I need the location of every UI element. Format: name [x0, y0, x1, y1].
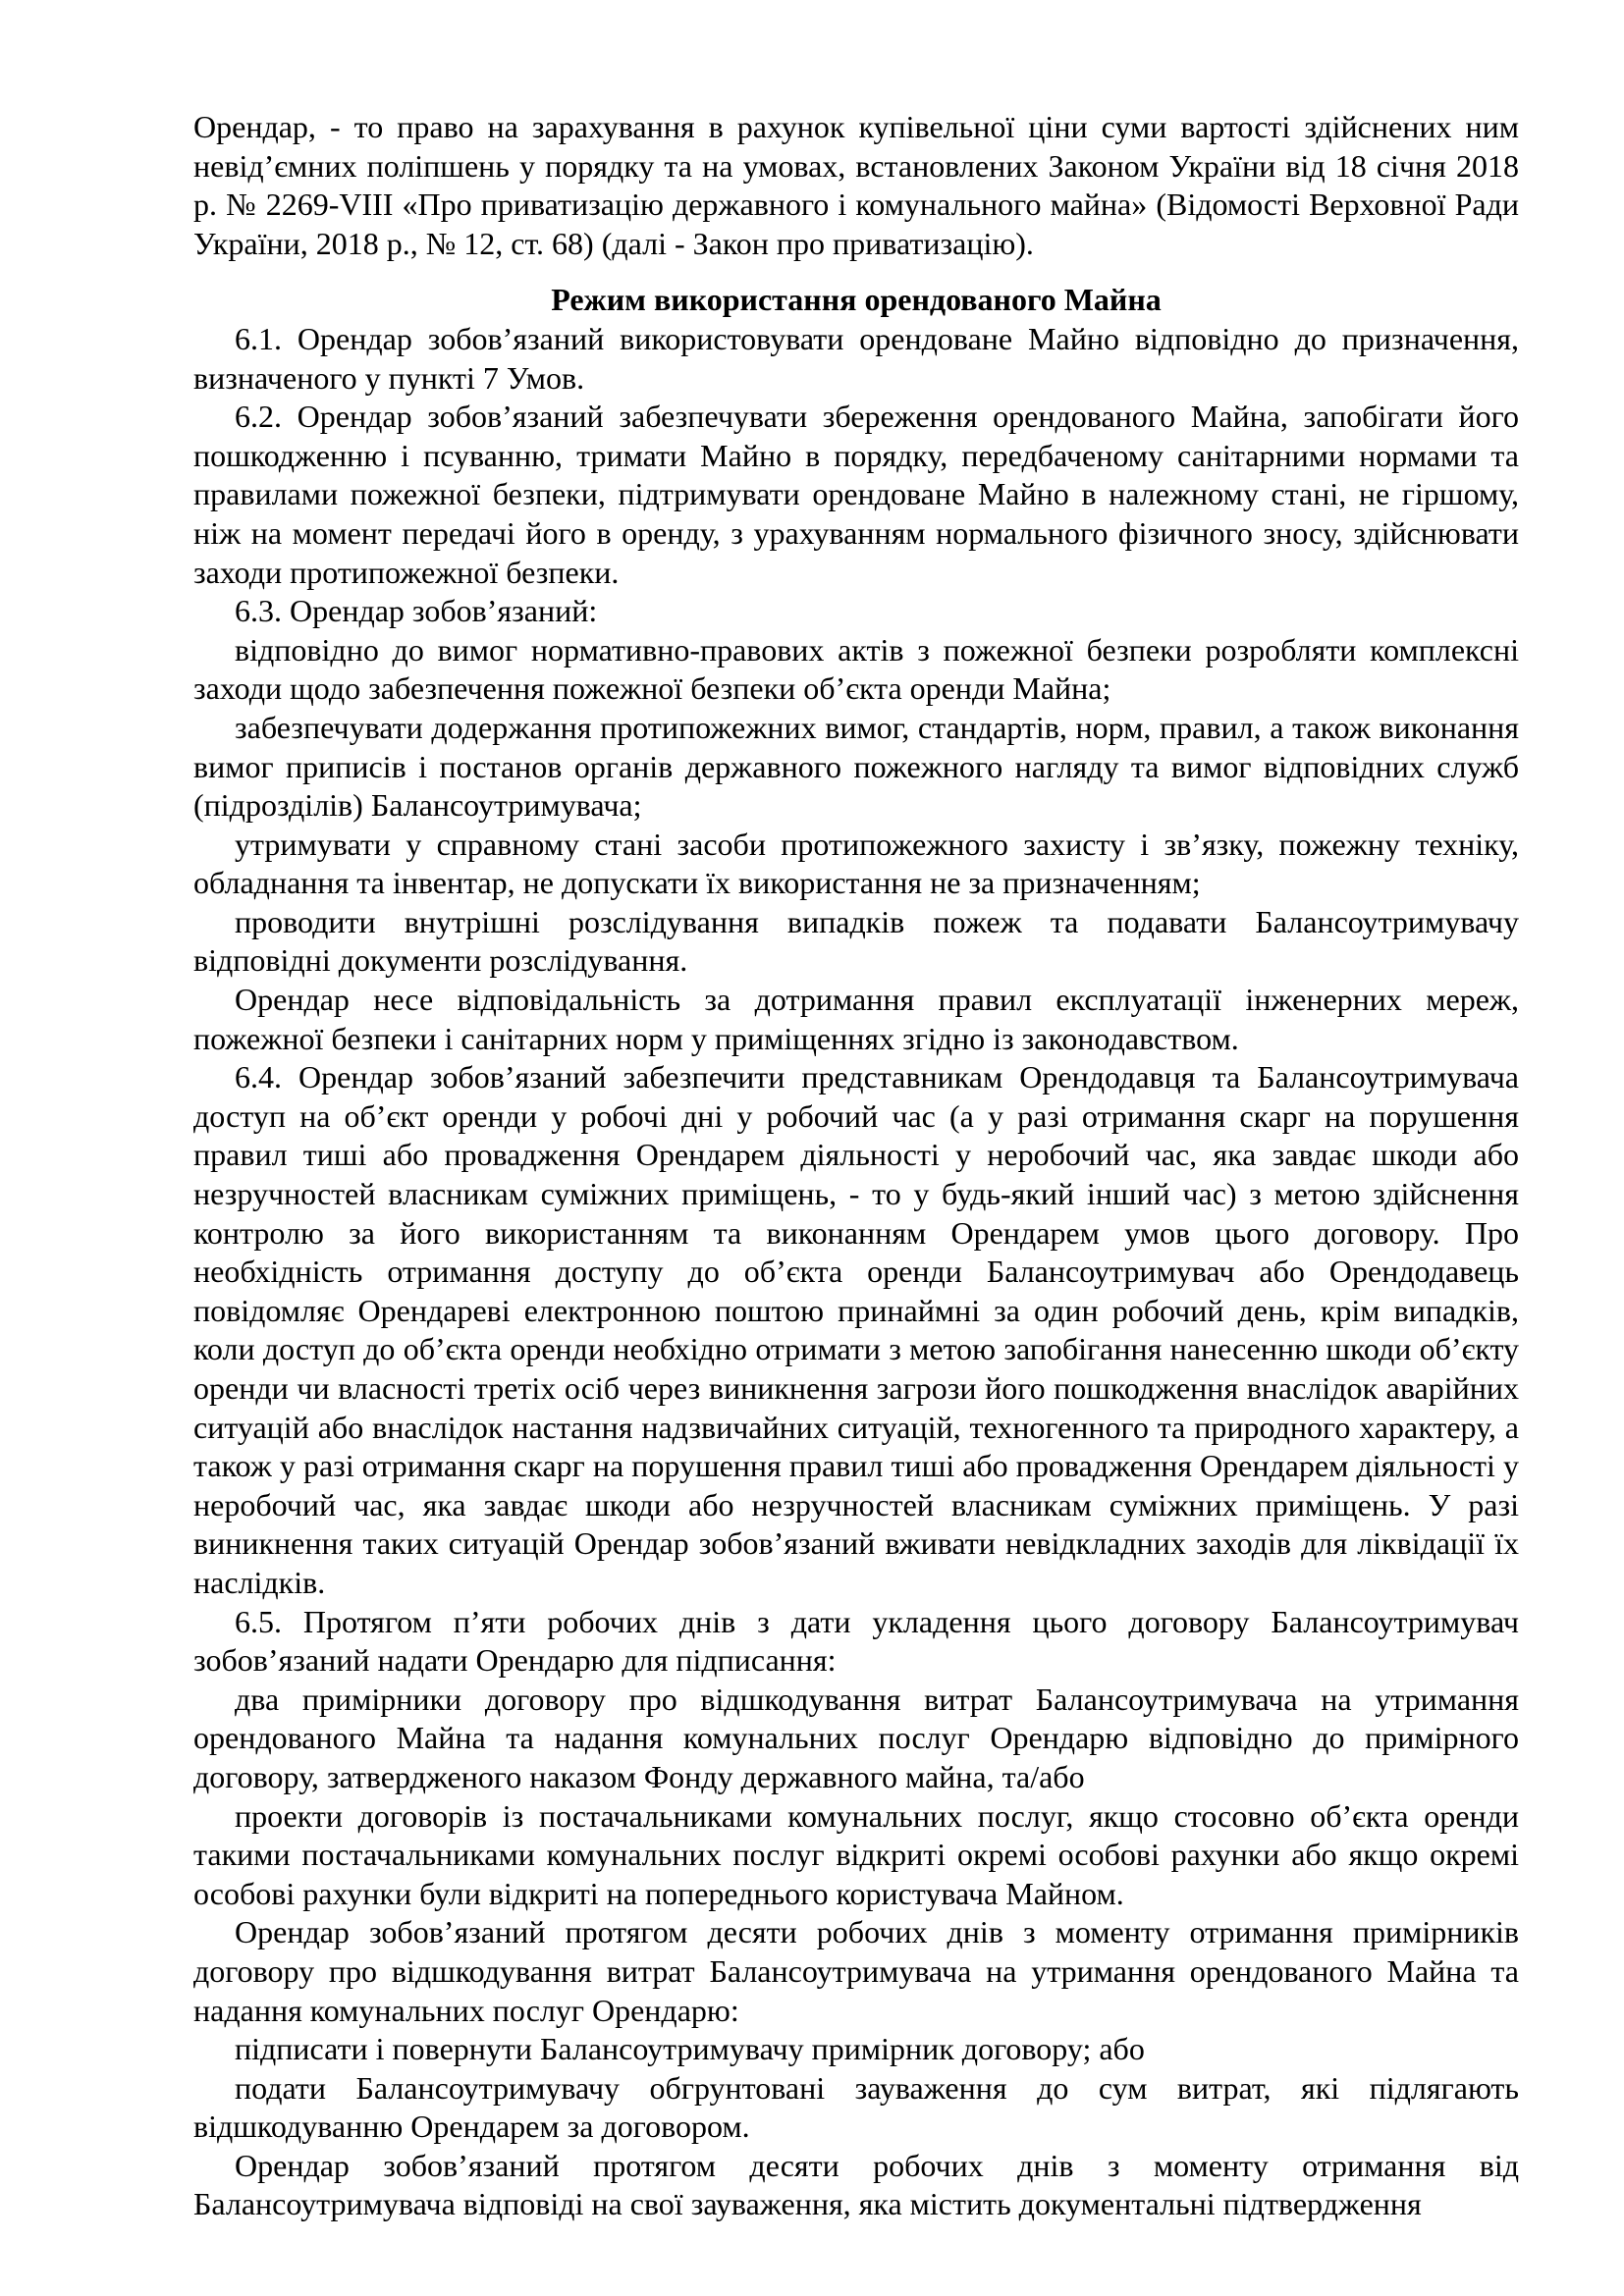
paragraph-response: Орендар зобов’язаний протягом десяти робочих днів з моменту отримання від Балансоутримувача відповіді на свої зауваження, яка містить документальні підтвердження: [193, 2147, 1519, 2222]
intro-paragraph: Орендар, - то право на зарахування в рахунок купівельної ціни суми вартості здійснених ним невід’ємних поліпшень у порядку та на умовах, встановлених Законом України від 18 січня 2018 р. № 2269-VIII «Про приватизацію державного і комунального майна» (Відомості Верховної Ради України, 2018 р., № 12, ст. 68) (далі - Закон про приватизацію).: [193, 109, 1519, 261]
list-item-fire-measures: відповідно до вимог нормативно-правових актів з пожежної безпеки розробляти комплексні заходи щодо забезпечення пожежної безпеки об’єкта оренди Майна;: [193, 631, 1519, 707]
list-item-fire-equipment: утримувати у справному стані засоби протипожежного захисту і зв’язку, пожежну техніку, обладнання та інвентар, не допускати їх використання не за призначенням;: [193, 826, 1519, 901]
list-item-remarks: подати Балансоутримувачу обгрунтовані зауваження до сум витрат, які підлягають відшкодуванню Орендарем за договором.: [193, 2069, 1519, 2145]
document-page: [193, 108, 1519, 2224]
paragraph-6-1: 6.1. Орендар зобов’язаний використовувати орендоване Майно відповідно до призначення, визначеного у пункті 7 Умов.: [193, 320, 1519, 396]
list-item-sign-return: підписати і повернути Балансоутримувачу примірник договору; або: [235, 2031, 1145, 2067]
paragraph-6-3: 6.3. Орендар зобов’язаний:: [235, 593, 598, 629]
paragraph-6-2: 6.2. Орендар зобов’язаний забезпечувати збереження орендованого Майна, запобігати його пошкодженню і псуванню, тримати Майно в порядку, передбаченому санітарними нормами та правилами пожежної безпеки, підтримувати орендоване Майно в належному стані, не гіршому, ніж на момент передачі його в оренду, з урахуванням нормального фізичного зносу, здійснювати заходи протипожежної безпеки.: [193, 399, 1519, 590]
paragraph-responsibility: Орендар несе відповідальність за дотримання правил експлуатації інженерних мереж, пожежної безпеки і санітарних норм у приміщеннях згідно із законодавством.: [193, 982, 1519, 1056]
list-item-investigations: проводити внутрішні розслідування випадків пожеж та подавати Балансоутримувачу відповідні документи розслідування.: [193, 903, 1519, 979]
list-item-two-copies: два примірники договору про відшкодування витрат Балансоутримувача на утримання орендованого Майна та надання комунальних послуг Орендарю відповідно до примірного договору, затвердженого наказом Фонду державного майна, та/або: [193, 1681, 1519, 1794]
list-item-fire-requirements: забезпечувати додержання протипожежних вимог, стандартів, норм, правил, а також виконання вимог приписів і постанов органів державного пожежного нагляду та вимог відповідних служб (підрозділів) Балансоутримувача;: [193, 709, 1519, 824]
paragraph-ten-days: Орендар зобов’язаний протягом десяти робочих днів з моменту отримання примірників договору про відшкодування витрат Балансоутримувача на утримання орендованого Майна та надання комунальних послуг Орендарю:: [193, 1914, 1519, 2028]
paragraph-6-5: 6.5. Протягом п’яти робочих днів з дати укладення цього договору Балансоутримувач зобов’язаний надати Орендарю для підписання:: [193, 1603, 1519, 1679]
list-item-draft-contracts: проекти договорів із постачальниками комунальних послуг, якщо стосовно об’єкта оренди такими постачальниками комунальних послуг відкриті окремі особові рахунки або якщо окремі особові рахунки були відкриті на попереднього користувача Майном.: [193, 1797, 1519, 1911]
paragraph-6-4: 6.4. Орендар зобов’язаний забезпечити представникам Орендодавця та Балансоутримувача доступ на об’єкт оренди у робочі дні у робочий час (а у разі отримання скарг на порушення правил тиші або провадження Орендарем діяльності у неробочий час, яка завдає шкоди або незручностей власникам суміжних приміщень, - то у будь-який інший час) з метою здійснення контролю за його використанням та виконанням Орендарем умов цього договору. Про необхідність отримання доступу до об’єкта оренди Балансоутримувач або Орендодавець повідомляє Орендареві електронною поштою принаймні за один робочий день, крім випадків, коли доступ до об’єкта оренди необхідно отримати з метою запобігання нанесенню шкоди об’єкту оренди чи власності третіх осіб через виникнення загрози його пошкодження внаслідок аварійних ситуацій або внаслідок настання надзвичайних ситуацій, техногенного та природного характеру, а також у разі отримання скарг на порушення правил тиші або провадження Орендарем діяльності у неробочий час, яка завдає шкоди або незручностей власникам суміжних приміщень. У разі виникнення таких ситуацій Орендар зобов’язаний вживати невідкладних заходів для ліквідації їх наслідків.: [193, 1059, 1519, 1600]
section-heading: Режим використання орендованого Майна: [551, 282, 1162, 318]
